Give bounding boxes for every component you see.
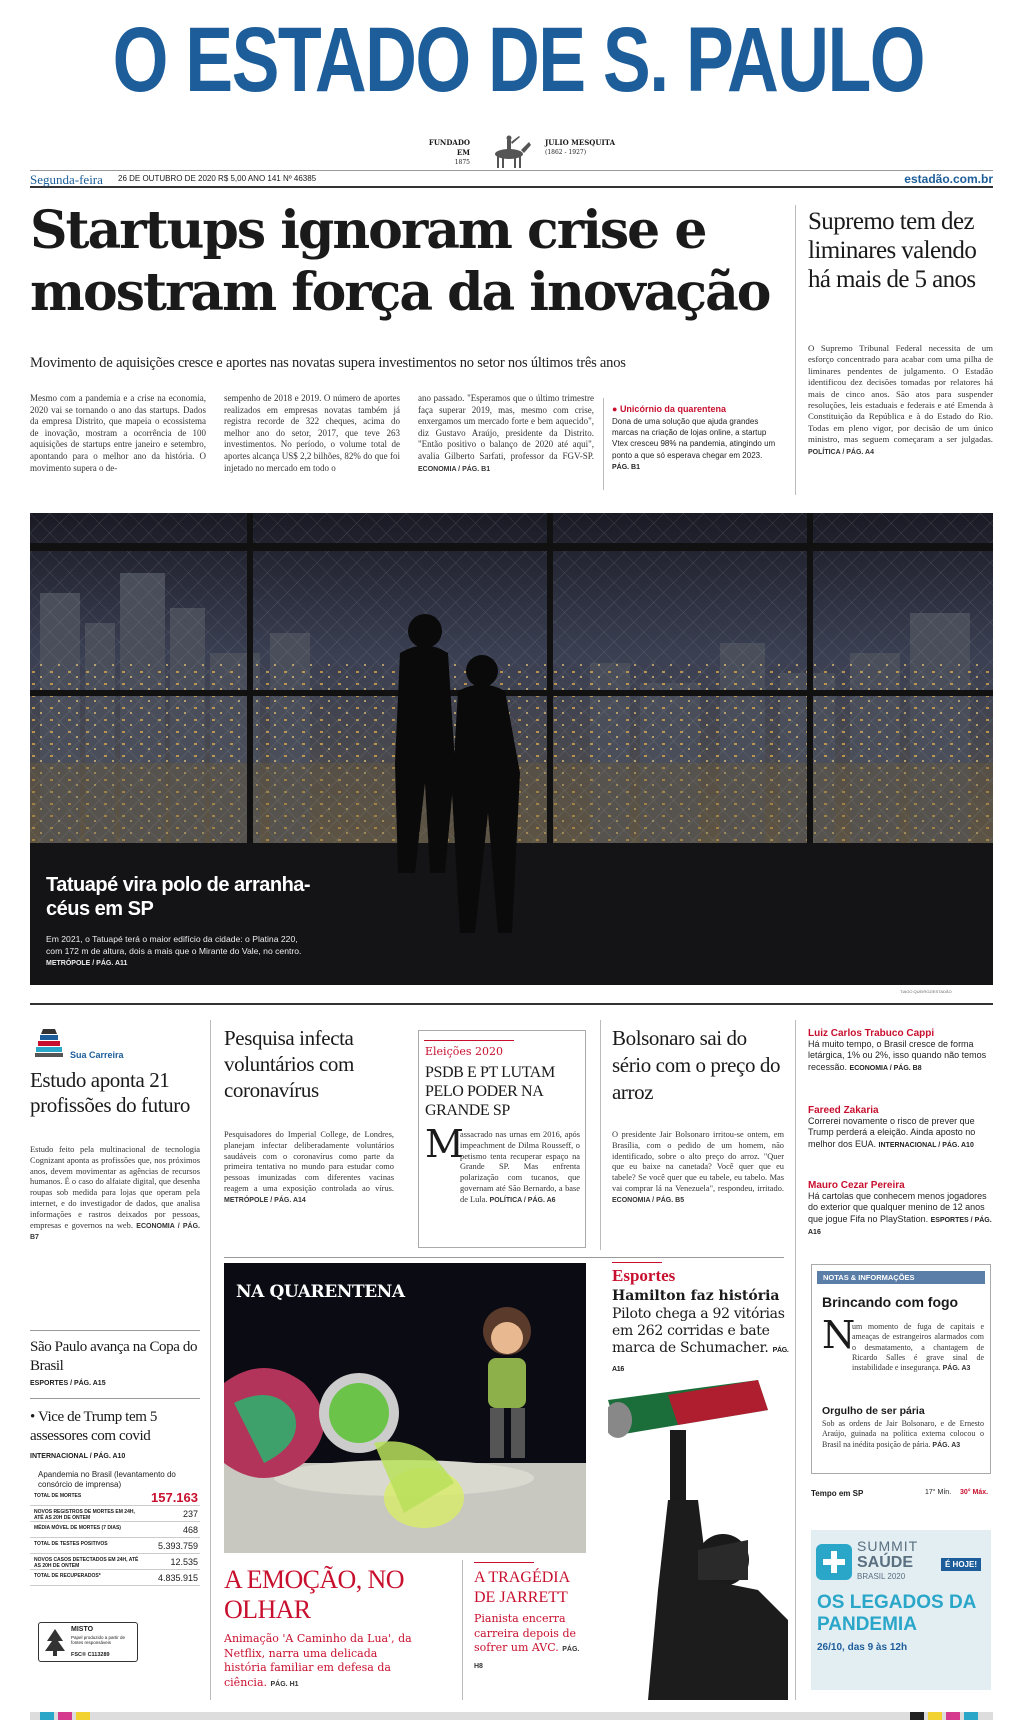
supremo-headline[interactable]: Supremo tem dez liminares valendo há mais de 5 anos	[808, 208, 977, 293]
main-headline[interactable]: Startups ignoram crise e mostram força da inovação	[30, 200, 770, 323]
newspaper-title: O ESTADO DE S. PAULO	[112, 9, 925, 111]
unicorn-text: Dona de uma solução que ajuda grandes marcas na criação de lojas online, a startup Vtex cresceu 98% na pandemia, atingindo um ponto a que só esperava chegar em 2023. PÁG. B1	[612, 417, 776, 471]
saude-label: SAÚDE	[857, 1554, 914, 1571]
saude-headline: OS LEGADOS DA PANDEMIA	[817, 1592, 976, 1635]
vice-trump-ref: INTERNACIONAL / PÁG. A10	[30, 1453, 126, 1460]
summit-label: SUMMIT	[857, 1538, 919, 1554]
notas-headline: Brincando com fogo	[822, 1294, 959, 1310]
divider	[30, 1398, 200, 1399]
horse-rider-icon	[481, 132, 537, 170]
bolsonaro-headline[interactable]: Bolsonaro sai do sério com o preço do arroz	[612, 1026, 781, 1104]
opinion-2[interactable]: Fareed Zakaria Correrei novamente o risco de prever que Trump perderá a eleição. Ainda aposto no melhor dos EUA. INTERNACIONAL / PÁG. A10	[808, 1105, 976, 1149]
pesquisa-headline[interactable]: Pesquisa infecta voluntários com coronavírus	[224, 1026, 354, 1102]
eleicoes-rule	[424, 1040, 514, 1041]
founded-block	[395, 132, 630, 170]
notas-sub-text: Sob as ordens de Jair Bolsonaro, e de Ernesto Araújo, guinada na política externa colocou o Brasil na inédita posição de pária. PÁG. A3	[822, 1419, 984, 1449]
divider	[795, 205, 796, 495]
divider	[224, 1257, 784, 1258]
esportes-headline[interactable]: Hamilton faz história	[612, 1288, 780, 1304]
dateline-day: Segunda-feira	[30, 172, 103, 187]
eleicoes-kicker: Eleições 2020	[425, 1045, 504, 1058]
main-story-col3: ano passado. "Esperamos que o último trimestre faça superar 2019, mas, mesmo com crise, enxergamos um mercado forte e bem aquecido", diz Gustavo Araújo, presidente da Distrito. "Então positivo o balanço de 2020 até aqui", avalia Gilberto Sarfati, professor da FGV-SP. ECONOMIA / PÁG. B1	[418, 393, 594, 473]
divider	[603, 398, 604, 490]
quarentena-text: Animação 'A Caminho da Lua', da Netflix, narra uma delicada história familiar em defesa da ciência. PÁG. H1	[224, 1632, 412, 1689]
weather-label: Tempo em SP	[811, 1489, 864, 1498]
table-row: NOVOS CASOS DETECTADOS EM 24H, ATÉ AS 20H DE ONTEM 12.535	[30, 1554, 200, 1570]
opinion-3[interactable]: Mauro Cezar Pereira Há cartolas que conhecem menos jogadores do exterior que qualquer menino de 12 anos que jogue Fifa no PlayStation. ESPORTES / PÁG. A16	[808, 1180, 992, 1237]
books-icon	[33, 1027, 65, 1061]
table-row: TOTAL DE MORTES 157.163	[30, 1490, 200, 1506]
photo-credit: TIAGO QUEIROZ/ESTADÃO	[900, 989, 952, 994]
founder-label: JULIO MESQUITA (1862 - 1927)	[545, 138, 616, 156]
main-subheadline: Movimento de aquisições cresce e aportes nas novatas supera investimentos no setor nos últimos três anos	[30, 355, 626, 371]
site-link[interactable]: estadão.com.br	[904, 172, 993, 186]
summit-logo-icon	[816, 1544, 852, 1580]
summit-saude-ad[interactable]	[811, 1530, 991, 1690]
divider	[30, 1330, 200, 1331]
notas-bar: NOTAS & INFORMAÇÕES	[817, 1271, 985, 1284]
table-row: TOTAL DE TESTES POSITIVOS 5.393.759	[30, 1538, 200, 1554]
pesquisa-text: Pesquisadores do Imperial College, de Londres, planejam infectar deliberadamente voluntários saudáveis com o coronavírus como parte da primeira tentativa no mundo para estudar como pessoas imunizadas com diferentes vacinas reagem a uma exposição controlada ao vírus. METRÓPOLE / PÁG. A14	[224, 1130, 394, 1204]
eleicoes-dropcap: M	[425, 1122, 464, 1166]
vice-trump-headline[interactable]: • Vice de Trump tem 5 assessores com covid	[30, 1409, 157, 1444]
table-row: TOTAL DE RECUPERADOS* 4.835.915	[30, 1570, 200, 1586]
weather-max: 30° Máx.	[960, 1489, 989, 1496]
table-row: MÉDIA MÓVEL DE MORTES (7 DIAS) 468	[30, 1522, 200, 1538]
jarrett-text: Pianista encerra carreira depois de sofrer um AVC. PÁG. H8	[474, 1612, 580, 1670]
supremo-text: O Supremo Tribunal Federal necessita de um esforço concentrado para acabar com uma pilha de liminares pendentes de julgamento. O Estadão identificou dez decisões tomadas por relatores há mais de cinco anos. São atos para suspender resoluções, leis estaduais e federais e até Emenda à Constituição da República e à do Estado do Rio. Todas em pleno vigor, por decisão de um único ministro, mas seguem começaram a ser julgadas. POLÍTICA / PÁG. A4	[808, 343, 993, 456]
table-row: NOVOS REGISTROS DE MORTES EM 24H, ATÉ AS 20H DE ONTEM 237	[30, 1506, 200, 1522]
photo-caption-text: Em 2021, o Tatuapé terá o maior edifício da cidade: o Platina 220, com 172 m de altura, dois a mais que o Mirante do Vale, no centro. METRÓPOLE / PÁG. A11	[46, 934, 302, 967]
quarentena-image[interactable]	[224, 1263, 586, 1553]
jarrett-rule	[474, 1562, 534, 1563]
founded-label: FUNDADO EM 1875	[428, 138, 470, 166]
hamilton-photo[interactable]	[608, 1380, 788, 1700]
divider	[462, 1560, 463, 1700]
fsc-seal: MISTO Papel produzido a partir de fontes responsáveis FSC® C113289	[38, 1622, 138, 1662]
fsc-tree-icon	[43, 1627, 67, 1657]
notas-text: um momento de fuga de capitais e ameaças de estrangeiros alarmados com o desmatamento, a chantagem de Ricardo Salles é grave sinal de instabilidade e insegurança. PÁG. A3	[852, 1322, 984, 1373]
divider	[210, 1020, 211, 1700]
sp-copa-ref: ESPORTES / PÁG. A15	[30, 1380, 106, 1387]
notas-sub-headline: Orgulho de ser pária	[822, 1405, 925, 1417]
hamilton-trophy-image	[608, 1380, 788, 1700]
opinion-1[interactable]: Luiz Carlos Trabuco Cappi Há muito tempo, o Brasil cresce de forma letárgica, 1% ou 2%, isso quando não temos recessão. ECONOMIA / PÁG. B8	[808, 1028, 987, 1072]
esportes-kicker: Esportes	[612, 1266, 676, 1285]
bolsonaro-text: O presidente Jair Bolsonaro irritou-se ontem, em Brasília, com o pedido de um homem, não identificado, sobre o alto preço do arroz. "Quer que eu baixe na canetada? Você quer que eu tabele? Se você quer que eu tabele, eu tabelo. Mas vai comprar lá na Venezuela", respondeu, irritado. ECONOMIA / PÁG. B5	[612, 1130, 784, 1204]
section-divider	[30, 1003, 993, 1005]
carreira-kicker: Sua Carreira	[70, 1050, 124, 1060]
dateline-info: 26 DE OUTUBRO DE 2020 R$ 5,00 ANO 141 Nº 46385	[118, 174, 317, 183]
divider	[600, 1020, 601, 1250]
main-story-col1: Mesmo com a pandemia e a crise na economia, 2020 vai se tornando o ano das startups. Dados da empresa Distrito, que mapeia o ecossistema de inovação, mostram a ocorrência de 100 aquisições de startups entre janeiro e setembro, apontando para o melhor ano da história. O movimento supera o de-	[30, 393, 206, 473]
saude-date: 26/10, das 9 às 12h	[817, 1642, 908, 1653]
esportes-text: Piloto chega a 92 vitórias em 262 corridas e bate marca de Schumacher. PÁG. A16	[612, 1306, 789, 1373]
dateline	[30, 170, 993, 188]
brasil-label: BRASIL 2020	[857, 1572, 906, 1581]
covid-title: Apandemia no Brasil (levantamento do consórcio de imprensa)	[38, 1470, 176, 1489]
eleicoes-headline: PSDB E PT LUTAM PELO PODER NA GRANDE SP	[425, 1064, 555, 1119]
unicorn-kicker: ● Unicórnio da quarentena	[612, 404, 726, 414]
carreira-text: Estudo feito pela multinacional de tecnologia Cognizant aponta as profissões que, nos próximos anos, devem movimentar as agências de recursos humanos. É o caso do alfaiate digital, que desenha roupas sob medida para lojas que operam pela internet, e do investigador de dados, que analisa informações e rastros deixados por pessoas, empresas e governos na web. ECONOMIA / PÁG. B7	[30, 1145, 200, 1242]
weather-min: 17° Mín.	[925, 1489, 952, 1496]
covid-table	[30, 1470, 200, 1586]
hoje-badge: É HOJE!	[941, 1558, 981, 1571]
notas-dropcap: N	[822, 1313, 856, 1357]
photo-caption-title[interactable]: Tatuapé vira polo de arranha-céus em SP	[46, 874, 311, 920]
animation-illustration	[224, 1263, 586, 1553]
main-story-col2: sempenho de 2018 e 2019. O número de aportes realizados em empresas novatas também já registra recorde de 322 cheques, acima do melhor ano do setor, 2017, que teve 263 investimentos. No período, o volume total de aportes alcança US$ 2,2 bilhões, 82% do que foi injetado no mercado em todo o	[224, 393, 400, 473]
masthead	[0, 0, 1024, 165]
quarentena-headline[interactable]: A EMOÇÃO, NO OLHAR	[224, 1565, 404, 1624]
divider	[795, 1020, 796, 1700]
eleicoes-text: assacrado nas urnas em 2016, após impeachment de Dilma Rousseff, o petismo tenta recuperar espaço na Grande SP. Mas enfrenta polarização com tucanos, que governam até São Bernardo, a base de Lula. POLÍTICA / PÁG. A6	[460, 1130, 580, 1204]
print-color-bar	[30, 1712, 993, 1720]
sp-copa-headline[interactable]: São Paulo avança na Copa do Brasil	[30, 1339, 198, 1374]
esportes-rule	[612, 1262, 662, 1263]
carreira-headline[interactable]: Estudo aponta 21 profissões do futuro	[30, 1068, 190, 1117]
jarrett-headline[interactable]: A TRAGÉDIA DE JARRETT	[474, 1569, 570, 1606]
quarentena-label: NA QUARENTENA	[236, 1282, 405, 1302]
